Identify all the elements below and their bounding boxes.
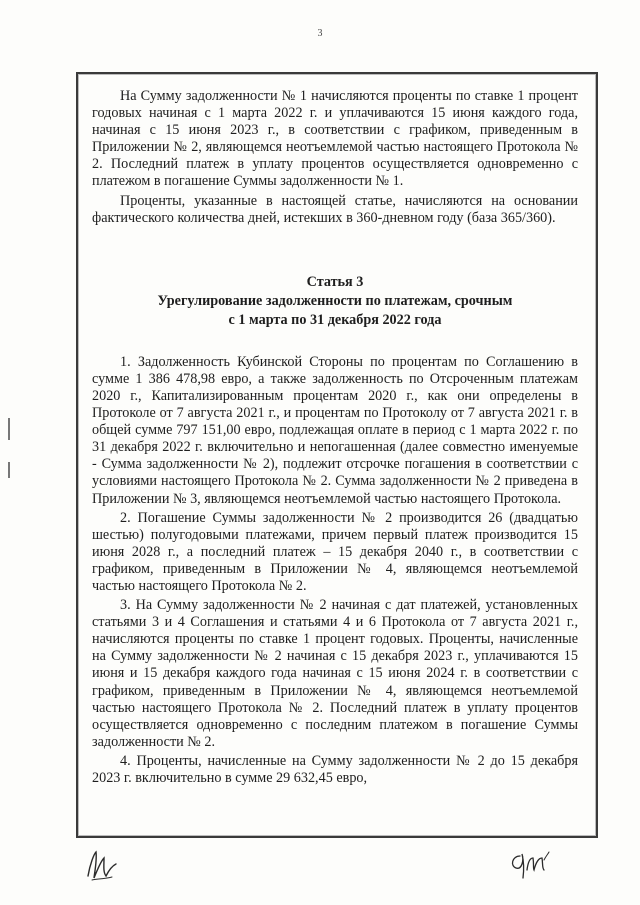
page-number: 3 xyxy=(317,28,323,39)
article-heading-line: Урегулирование задолженности по платежам, срочным xyxy=(157,292,513,309)
article-heading-line: с 1 марта по 31 декабря 2022 года xyxy=(228,311,442,328)
document-body xyxy=(92,88,578,787)
clause-paragraph: 1. Задолженность Кубинской Стороны по процентам по Соглашению в сумме 1 386 478,98 евро, а также задолженность по Отсроченным платежам 2020 г., Капитализированным процентам 2020 г., как они определены в Протоколе от 7 августа 2021 г., и процентам по Протоколу от 7 августа 2021 г. в общей сумме 797 151,00 евро, подлежащая оплате в период с 1 марта 2022 г. по 31 декабря 2022 г. включительно и непогашенная (далее совместно именуемые - Сумма задолженности № 2), подлежит отсрочке погашения в соответствии с условиями настоящего Протокола № 2. Сумма задолженности № 2 приведена в Приложении № 3, являющемся неотъемлемой частью настоящего Протокола. xyxy=(92,353,578,507)
clause-paragraph: 2. Погашение Суммы задолженности № 2 производится 26 (двадцатью шестью) полугодовыми платежами, причем первый платеж производится 15 июня 2028 г., а последний платеж – 15 декабря 2040 г., в соответствии с графиком, приведенным в Приложении № 4, являющемся неотъемлемой частью настоящего Протокола № 2. xyxy=(92,509,578,594)
signature-right xyxy=(506,846,552,882)
clause-paragraph: 3. На Сумму задолженности № 2 начиная с дат платежей, установленных статьями 3 и 4 Соглашения и статьями 4 и 6 Протокола от 7 августа 2021 г., начисляются проценты по ставке 1 процент годовых. Проценты, начисленные на Сумму задолженности № 2 начиная с 15 декабря 2023 г., уплачиваются 15 июня и 15 декабря каждого года начиная с 15 июня 2024 г. в соответствии с графиком, приведенным в Приложении № 4, являющемся неотъемлемой частью настоящего Протокола № 2. Последний платеж в уплату процентов осуществляется одновременно с последним платежом в погашение Суммы задолженности № 2. xyxy=(92,597,578,750)
scan-edge-mark xyxy=(8,462,10,478)
intro-paragraph: Проценты, указанные в настоящей статье, начисляются на основании фактического количества дней, истекших в 360-дневном году (база 365/360). xyxy=(92,192,578,226)
signature-left xyxy=(82,846,122,884)
scan-edge-mark xyxy=(8,418,10,440)
article-number: Статья 3 xyxy=(306,273,364,290)
clause-paragraph: 4. Проценты, начисленные на Сумму задолженности № 2 до 15 декабря 2023 г. включительно в сумме 29 632,45 евро, xyxy=(92,752,578,786)
intro-paragraph: На Сумму задолженности № 1 начисляются проценты по ставке 1 процент годовых начиная с 1 марта 2022 г. и уплачиваются 15 июня каждого года, начиная с 15 июня 2023 г., в соответствии с графиком, приведенным в Приложении № 2, являющемся неотъемлемой частью настоящего Протокола № 2. Последний платеж в уплату процентов осуществляется одновременно с платежом в погашение Суммы задолженности № 1. xyxy=(92,88,578,190)
